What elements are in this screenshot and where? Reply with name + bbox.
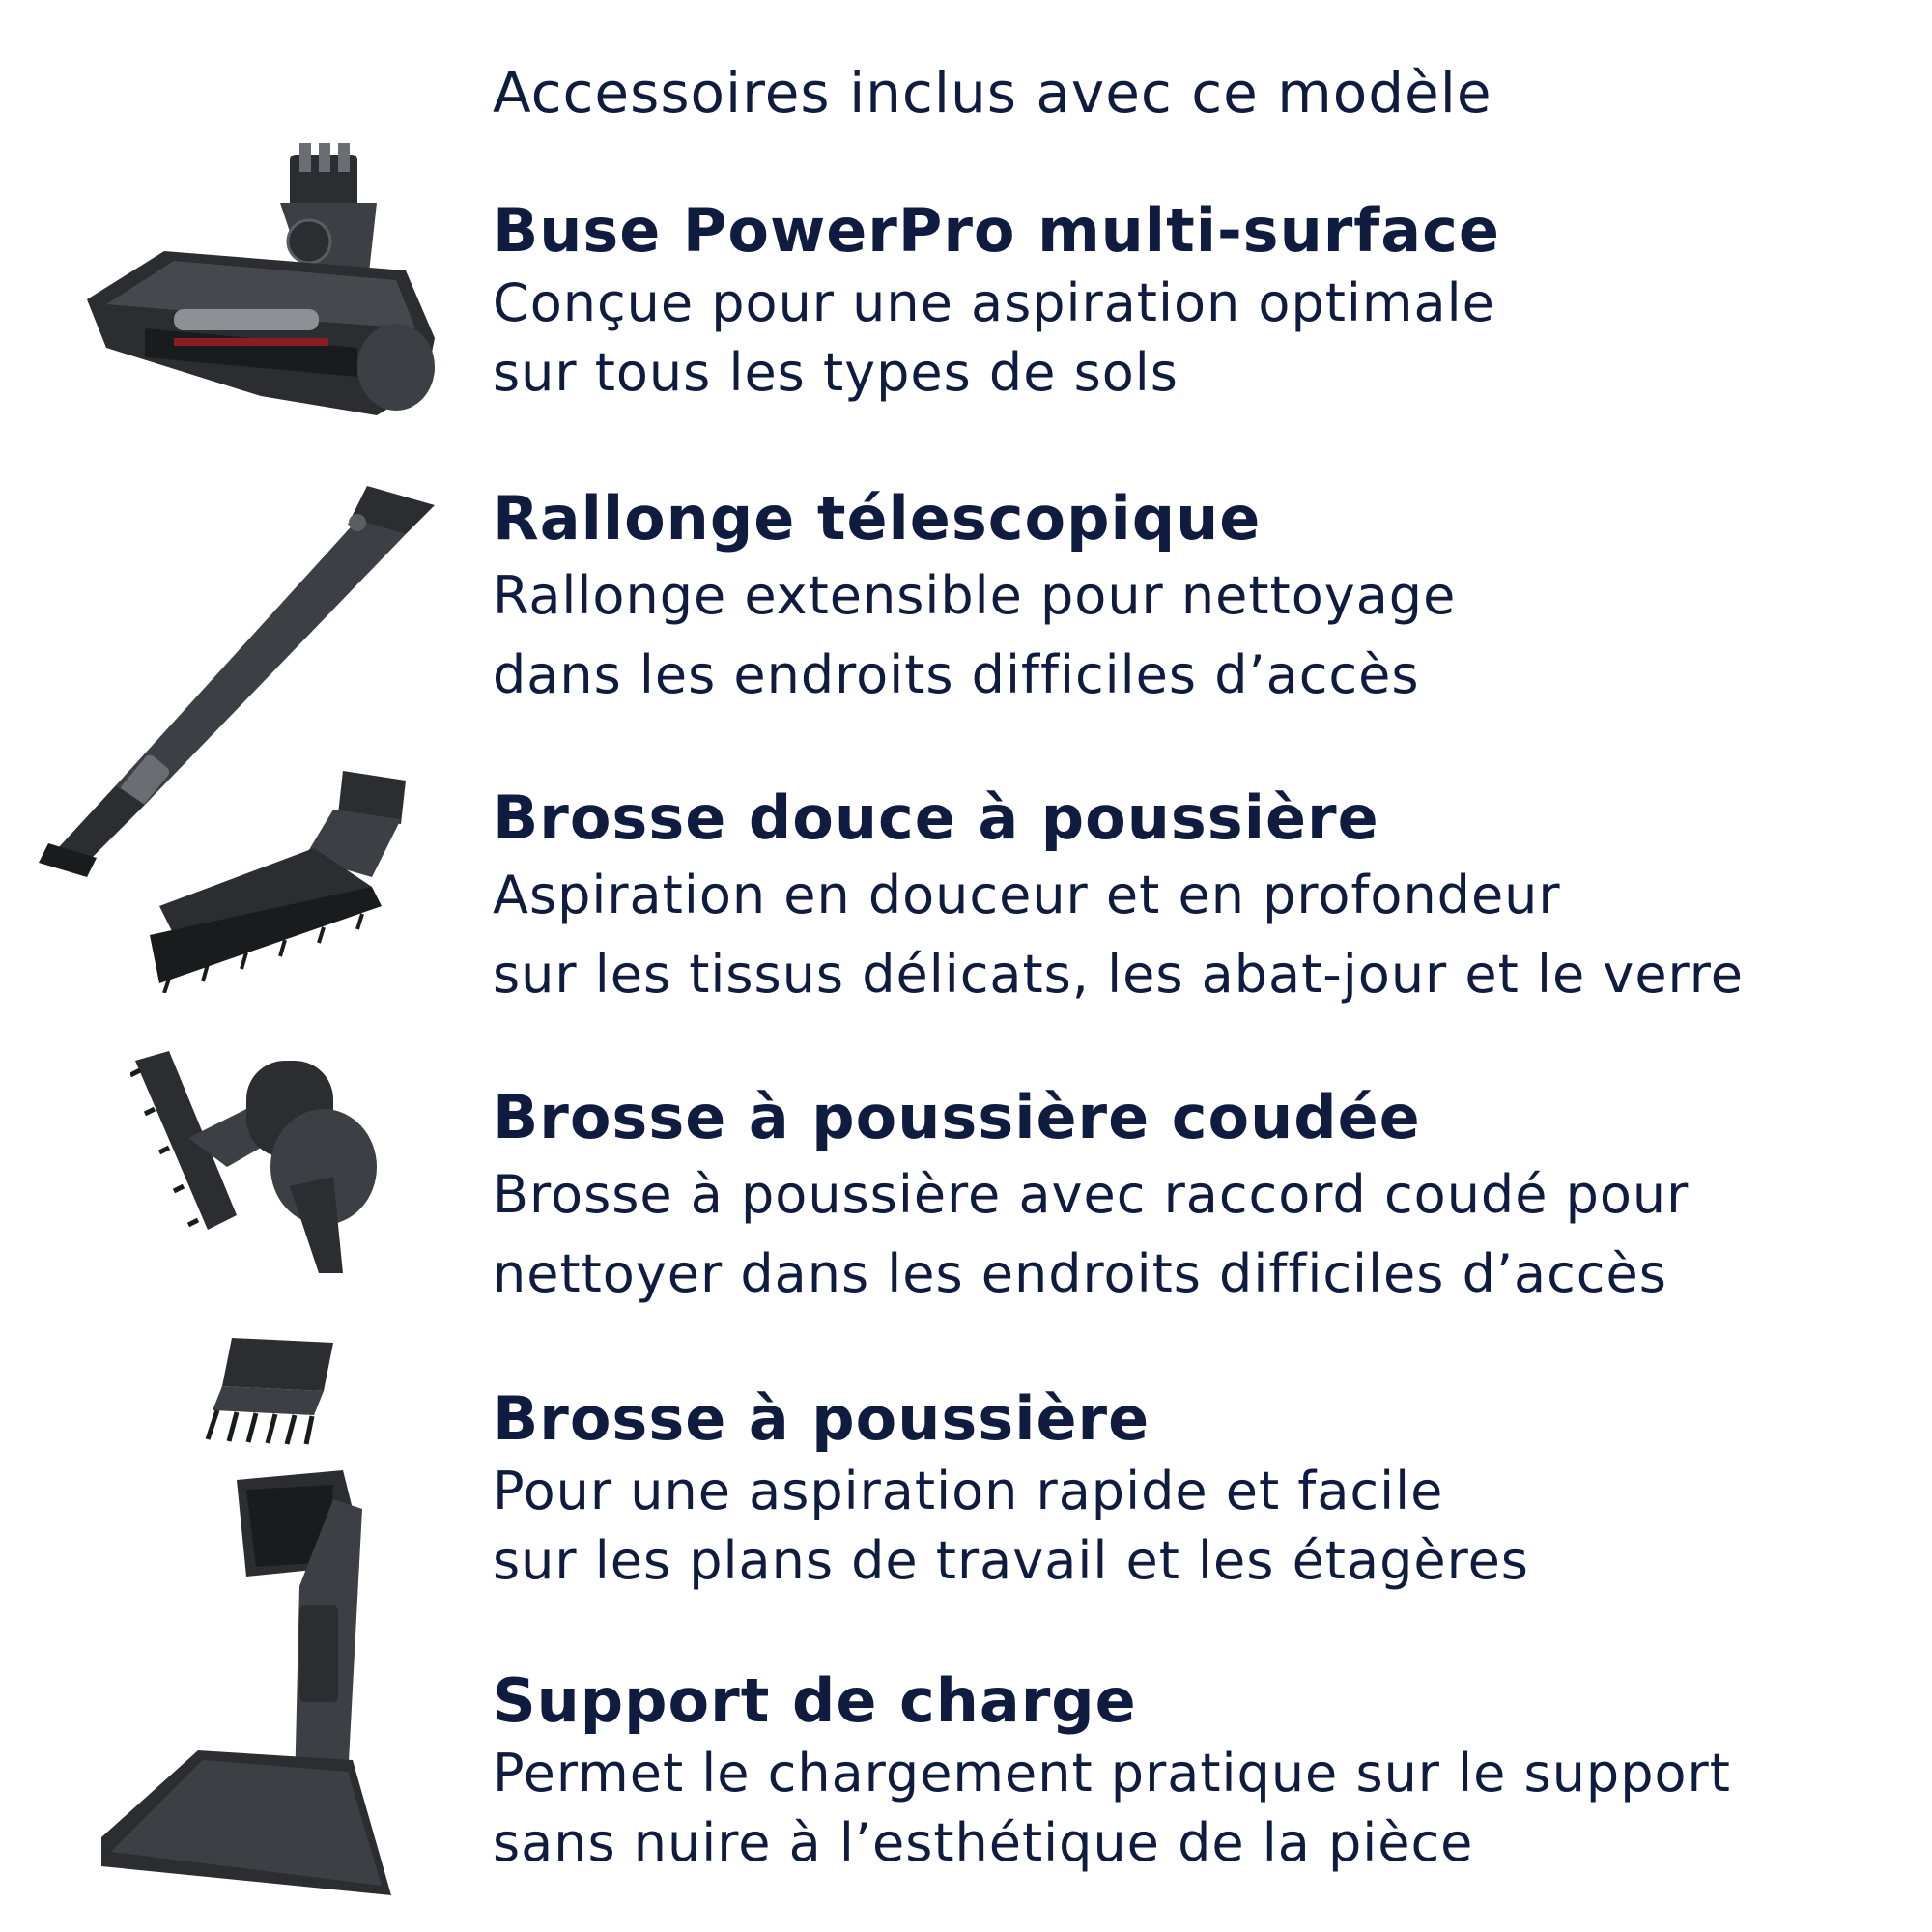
item-desc-line: sur les tissus délicats, les abat-jour et le verre — [493, 944, 1745, 1005]
item-text — [493, 1663, 1913, 1878]
item-desc-line: nettoyer dans les endroits difficiles d’accès — [493, 1243, 1667, 1304]
item-desc-line: sur les plans de travail et les étagères — [493, 1530, 1529, 1591]
item-desc-line: Pour une aspiration rapide et facile — [493, 1461, 1444, 1521]
item-title: Brosse à poussière coudée — [493, 1082, 1421, 1152]
item-title: Brosse à poussière — [493, 1383, 1151, 1454]
soft-dusting-brush-icon — [130, 771, 420, 993]
item-text — [493, 1080, 1913, 1314]
item-desc-line: Permet le chargement pratique sur le support — [493, 1743, 1731, 1804]
item-text — [493, 781, 1913, 1014]
item-desc-line: sur tous les types de sols — [493, 342, 1179, 403]
dusting-brush-icon — [198, 1333, 343, 1449]
item-text — [493, 481, 1913, 715]
item-title: Brosse douce à poussière — [493, 782, 1379, 853]
item-desc-line: Brosse à poussière avec raccord coudé pour — [493, 1164, 1690, 1225]
item-title: Support de charge — [493, 1665, 1137, 1736]
floor-nozzle-icon — [87, 135, 444, 454]
item-desc-line: Aspiration en douceur et en profondeur — [493, 865, 1561, 925]
item-text — [493, 1381, 1913, 1596]
item-desc-line: sans nuire à l’esthétique de la pièce — [493, 1812, 1474, 1873]
item-desc-line: Rallonge extensible pour nettoyage — [493, 565, 1457, 626]
item-desc-line: dans les endroits difficiles d’accès — [493, 644, 1420, 705]
item-title: Buse PowerPro multi-surface — [493, 195, 1500, 266]
item-title: Rallonge télescopique — [493, 483, 1262, 554]
charging-stand-icon — [101, 1470, 401, 1895]
angled-dusting-brush-icon — [130, 1041, 401, 1273]
item-text — [493, 193, 1913, 408]
item-desc-line: Conçue pour une aspiration optimale — [493, 272, 1495, 333]
page-heading: Accessoires inclus avec ce modèle — [493, 60, 1492, 126]
